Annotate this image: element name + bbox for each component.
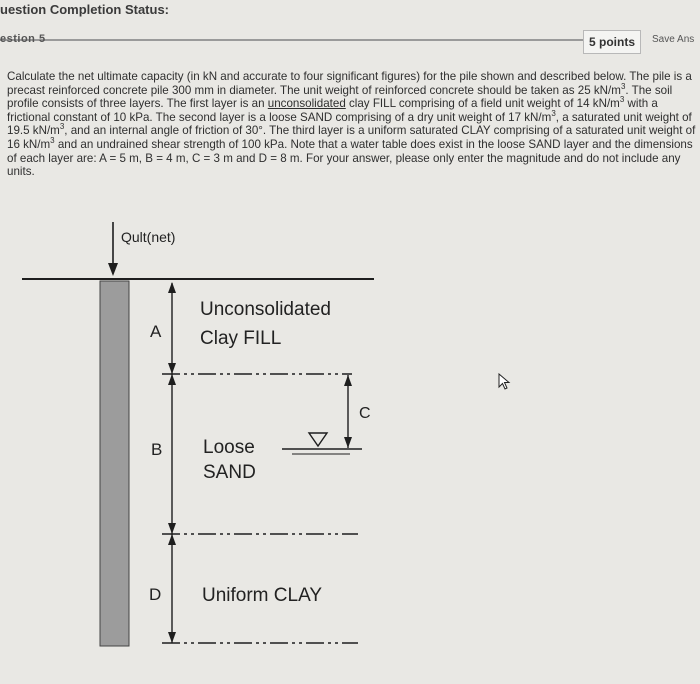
question-part-5: , a saturated unit weight of 19.5 kN/m <box>7 110 692 138</box>
arrow-d-top <box>168 534 176 545</box>
layer2-label-line2: SAND <box>203 462 256 483</box>
question-part-2: . The soil profile consists of three layers. The first layer is an <box>7 83 673 111</box>
arrow-c-top <box>344 375 352 386</box>
arrow-c-bottom <box>344 437 352 448</box>
save-answer-button[interactable]: Save Ans <box>652 34 695 45</box>
question-part-1: Calculate the net ultimate capacity (in kN and accurate to four significant figures) for the pile shown and described below. The pile is a precast reinforced concrete pile 300 mm in diameter. The unit weight of reinforced concrete should be taken as 25 kN/m <box>7 70 692 97</box>
water-table-icon <box>309 433 327 446</box>
arrow-b-top <box>168 374 176 385</box>
question-completion-status-title: uestion Completion Status: <box>0 2 169 17</box>
layer2-label-line1: Loose <box>203 437 255 458</box>
arrow-a-bottom <box>168 363 176 374</box>
mouse-cursor-icon <box>498 373 514 393</box>
load-arrow-head <box>108 263 118 276</box>
question-number: estion 5 <box>0 33 46 45</box>
arrow-b-bottom <box>168 523 176 534</box>
layer1-label-line2: Clay FILL <box>200 328 282 349</box>
superscript: 3 <box>619 95 625 105</box>
arrow-a-top <box>168 282 176 293</box>
question-part-7: and an undrained shear strength of 100 kPa. Note that a water table does exist in the loose SAND layer and the dimensions of each layer are: A = 5 m, B = 4 m, C = 3 m and D = 8 m. For your answer, please only enter the magnitude and do not include any units. <box>7 137 693 179</box>
underlined-word: unconsolidated <box>267 97 346 111</box>
arrow-d-bottom <box>168 632 176 643</box>
dimension-c-label: C <box>359 405 371 422</box>
dimension-b-label: B <box>151 440 163 459</box>
layer3-label: Uniform CLAY <box>202 585 323 606</box>
superscript: 3 <box>50 136 55 146</box>
pile <box>100 281 129 646</box>
question-part-3: clay FILL comprising of a field unit weight of 14 kN/m <box>345 97 620 111</box>
question-part-6: , and an internal angle of friction of 30°. The third layer is a uniform saturated CLAY comprising of a saturated unit weight of 16 kN/m <box>7 124 696 151</box>
points-badge: 5 points <box>583 30 641 54</box>
dimension-a-label: A <box>150 322 162 341</box>
superscript: 3 <box>620 81 626 91</box>
dimension-d-label: D <box>149 585 162 604</box>
superscript: 3 <box>59 122 65 132</box>
load-label: Qult(net) <box>121 229 176 245</box>
question-part-4: with a frictional constant of 10 kPa. The second layer is a loose SAND comprising of a dry unit weight of 17 kN/m <box>7 97 658 124</box>
superscript: 3 <box>551 108 556 118</box>
layer1-label-line1: Unconsolidated <box>200 299 331 320</box>
